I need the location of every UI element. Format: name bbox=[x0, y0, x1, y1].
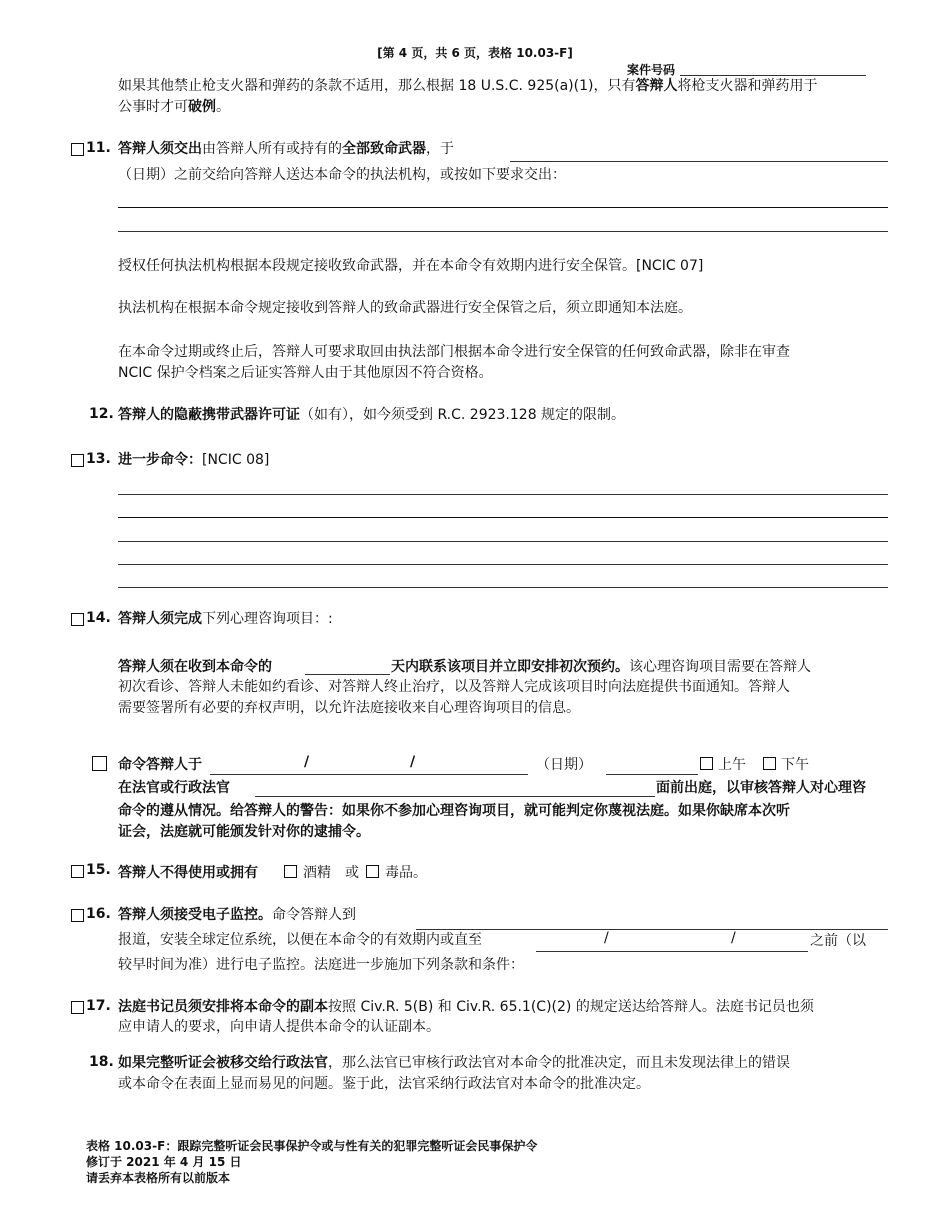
until-slash-2: / bbox=[731, 930, 736, 946]
item-14-checkbox[interactable] bbox=[71, 613, 84, 626]
intro-line-2: 公事时才可破例。 bbox=[118, 99, 230, 115]
or-label: 或 bbox=[345, 865, 359, 881]
item-11-para-3-line-2: NCIC 保护令档案之后证实答辩人由于其他原因不符合资格。 bbox=[118, 365, 493, 381]
item-12-number: 12. bbox=[89, 406, 114, 422]
intro-line-1: 如果其他禁止枪支火器和弹药的条款不适用，那么根据 18 U.S.C. 925(a)(1)，只有答辩人将枪支火器和弹药用于 bbox=[118, 78, 818, 94]
item-11-instructions-line-1[interactable] bbox=[118, 207, 888, 208]
item-13-line-5[interactable] bbox=[118, 587, 888, 588]
pm-label: 下午 bbox=[781, 757, 809, 773]
case-number-label: 案件号码 bbox=[627, 63, 676, 77]
item-14-days-field[interactable] bbox=[305, 674, 390, 675]
appear-text: 面前出庭，以审核答辩人对心理咨 bbox=[656, 780, 866, 796]
date-slash-2: / bbox=[410, 754, 416, 770]
item-14-hearing-checkbox[interactable] bbox=[92, 756, 107, 771]
drugs-label: 毒品。 bbox=[385, 865, 427, 881]
item-13-text: 进一步命令：[NCIC 08] bbox=[118, 452, 270, 468]
am-label: 上午 bbox=[718, 757, 746, 773]
date-slash-1: / bbox=[304, 754, 310, 770]
alcohol-checkbox[interactable] bbox=[284, 865, 297, 878]
item-11-line-2: （日期）之前交给向答辩人送达本命令的执法机构，或按如下要求交出： bbox=[118, 167, 566, 183]
item-16-number: 16. bbox=[86, 906, 111, 922]
alcohol-label: 酒精 bbox=[303, 865, 331, 881]
item-11-line-1: 答辩人须交出由答辩人所有或持有的全部致命武器，于 bbox=[118, 141, 454, 157]
item-13-line-3[interactable] bbox=[118, 541, 888, 542]
item-12-text: 答辩人的隐蔽携带武器许可证（如有），如今须受到 R.C. 2923.128 规定的限制。 bbox=[118, 407, 626, 423]
item-14-p1-rest: 天内联系该项目并立即安排初次预约。该心理咨询项目需要在答辩人 bbox=[391, 659, 811, 675]
item-17-checkbox[interactable] bbox=[71, 1001, 84, 1014]
date-label: （日期） bbox=[536, 757, 592, 773]
item-17-line-2: 应申请人的要求，向申请人提供本命令的认证副本。 bbox=[118, 1019, 440, 1035]
until-date-field[interactable] bbox=[536, 951, 808, 952]
item-14-p1-line-3: 需要签署所有必要的弃权声明，以允许法庭接收来自心理咨询项目的信息。 bbox=[118, 700, 580, 716]
warning-line-2: 证会，法庭就可能颁发针对你的逮捕令。 bbox=[118, 824, 370, 840]
drugs-checkbox[interactable] bbox=[366, 865, 379, 878]
item-11-number: 11. bbox=[86, 140, 111, 156]
warning-line-1: 命令的遵从情况。给答辩人的警告：如果你不参加心理咨询项目，就可能判定你蔑视法庭。如果你缺席本次听 bbox=[118, 803, 790, 819]
item-11-instructions-line-2[interactable] bbox=[118, 231, 888, 232]
item-16-line-3: 较早时间为准）进行电子监控。法庭进一步施加下列条款和条件： bbox=[118, 957, 524, 973]
item-18-line-1: 如果完整听证会被移交给行政法官，那么法官已审核行政法官对本命令的批准决定，而且未发现法律上的错误 bbox=[118, 1055, 790, 1071]
item-11-date-field[interactable] bbox=[510, 161, 888, 162]
item-13-checkbox[interactable] bbox=[71, 454, 84, 467]
item-11-para-3-line-1: 在本命令过期或终止后，答辩人可要求取回由执法部门根据本命令进行安全保管的任何致命武器，除非在审查 bbox=[118, 344, 790, 360]
item-16-line-1: 答辩人须接受电子监控。命令答辩人到 bbox=[118, 907, 356, 923]
item-13-line-4[interactable] bbox=[118, 564, 888, 565]
item-16-checkbox[interactable] bbox=[71, 909, 84, 922]
item-13-number: 13. bbox=[86, 451, 111, 467]
item-14-p1-line-2: 初次看诊、答辩人未能如约看诊、对答辩人终止治疗，以及答辩人完成该项目时向法庭提供书面通知。答辩人 bbox=[118, 679, 790, 695]
magistrate-name-field[interactable] bbox=[255, 796, 655, 797]
item-18-line-2: 或本命令在表面上显而易见的问题。鉴于此，法官采纳行政法官对本命令的批准决定。 bbox=[118, 1076, 650, 1092]
item-13-line-1[interactable] bbox=[118, 494, 888, 495]
footer-discard: 请丢弃本表格所有以前版本 bbox=[86, 1171, 231, 1185]
item-17-line-1: 法庭书记员须安排将本命令的副本按照 Civ.R. 5(B) 和 Civ.R. 65.1(C)(2) 的规定送达给答辩人。法庭书记员也须 bbox=[118, 999, 814, 1015]
item-15-text: 答辩人不得使用或拥有 bbox=[118, 865, 258, 881]
item-11-para-1: 授权任何执法机构根据本段规定接收致命武器，并在本命令有效期内进行安全保管。[NCIC 07] bbox=[118, 258, 704, 274]
item-15-checkbox[interactable] bbox=[71, 865, 84, 878]
pm-checkbox[interactable] bbox=[763, 757, 776, 770]
item-17-number: 17. bbox=[86, 998, 111, 1014]
item-15-number: 15. bbox=[86, 862, 111, 878]
hearing-time-field[interactable] bbox=[606, 774, 698, 775]
page-info: [第 4 页，共 6 页，表格 10.03-F] bbox=[377, 46, 573, 60]
item-13-line-2[interactable] bbox=[118, 517, 888, 518]
court-label: 在法官或行政法官 bbox=[118, 780, 230, 796]
hearing-date-field[interactable] bbox=[210, 774, 528, 775]
item-14-order-label: 命令答辩人于 bbox=[118, 757, 202, 773]
item-14-p1-bold-1: 答辩人须在收到本命令的 bbox=[118, 659, 272, 675]
footer-revised: 修订于 2021 年 4 月 15 日 bbox=[86, 1155, 242, 1169]
am-checkbox[interactable] bbox=[700, 757, 713, 770]
item-11-para-2: 执法机构在根据本命令规定接收到答辩人的致命武器进行安全保管之后，须立即通知本法庭。 bbox=[118, 300, 692, 316]
item-11-checkbox[interactable] bbox=[71, 143, 84, 156]
footer-form-name: 表格 10.03-F：跟踪完整听证会民事保护令或与性有关的犯罪完整听证会民事保护令 bbox=[86, 1139, 538, 1153]
item-14-text: 答辩人须完成下列心理咨询项目：: bbox=[118, 611, 333, 627]
until-slash-1: / bbox=[604, 930, 609, 946]
item-18-number: 18. bbox=[89, 1054, 114, 1070]
item-16-line-2: 报道，安装全球定位系统，以便在本命令的有效期内或直至 bbox=[118, 932, 482, 948]
item-14-number: 14. bbox=[86, 610, 111, 626]
item-16-before: 之前（以 bbox=[810, 933, 866, 949]
